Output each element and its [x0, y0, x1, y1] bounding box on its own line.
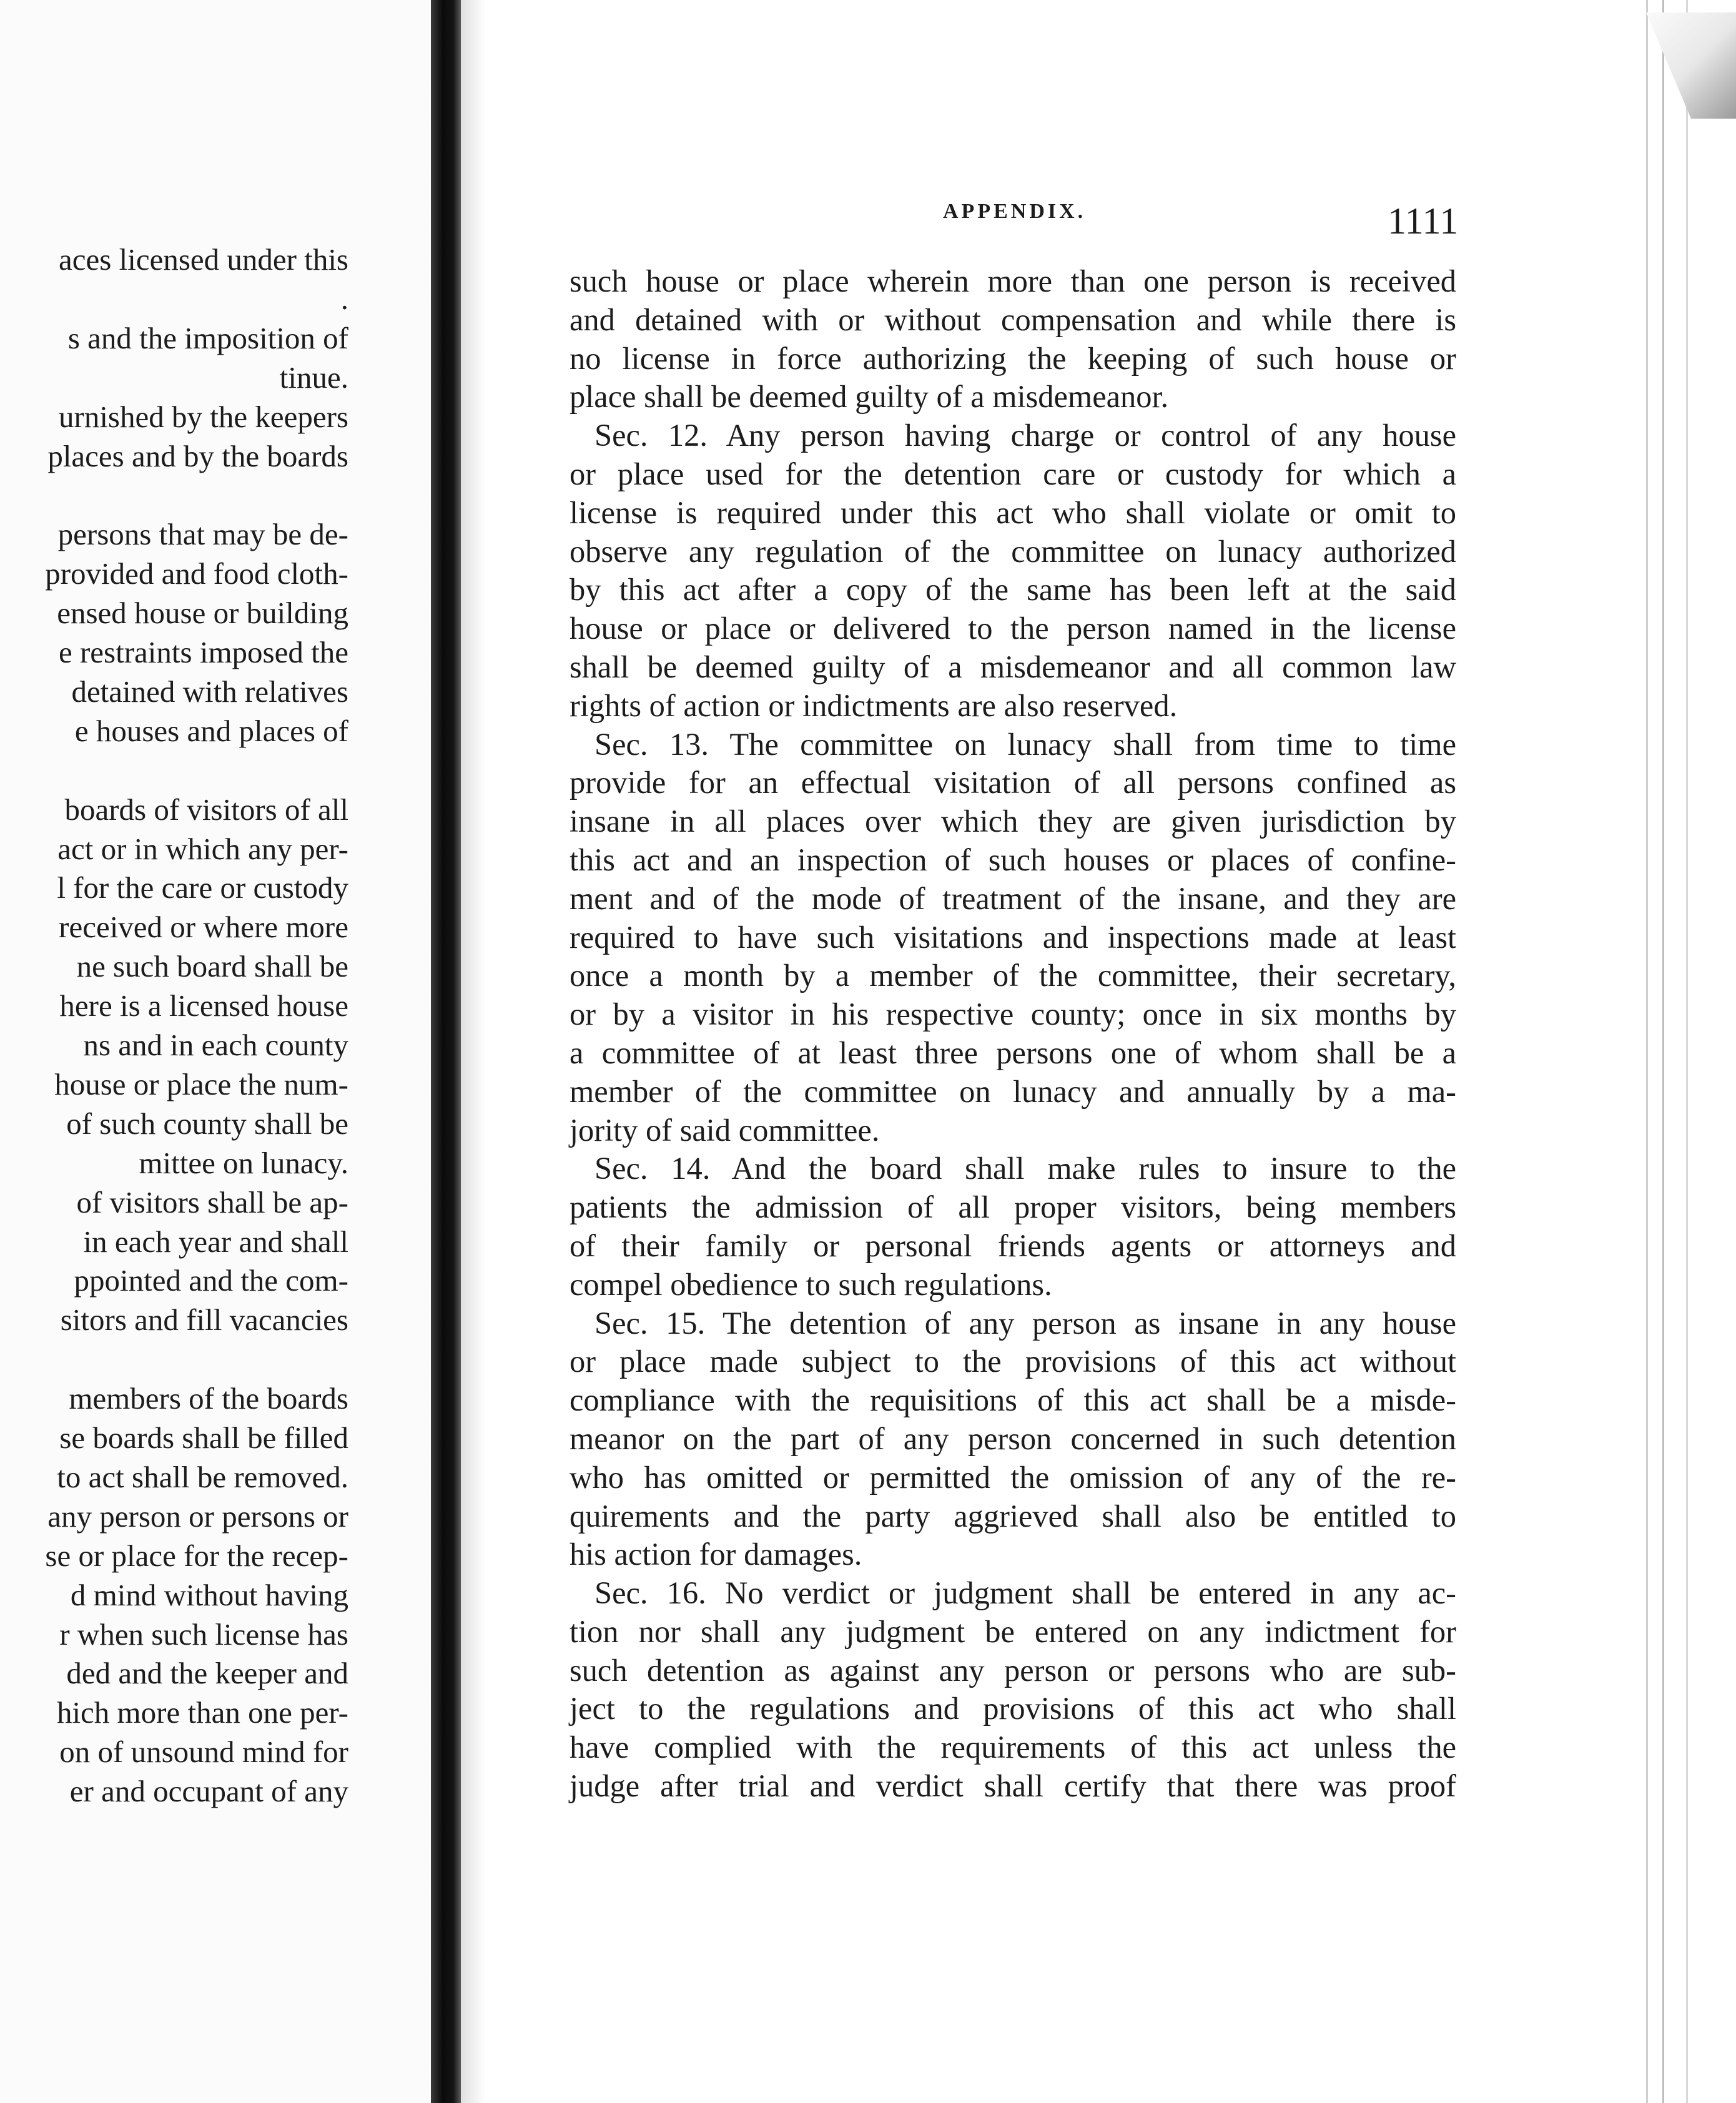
body-line: who has omitted or permitted the omission of any of the re-	[570, 1459, 1456, 1495]
body-line: tion nor shall any judgment be entered on any indictment for	[570, 1613, 1456, 1649]
left-page-line: boards of visitors of all	[64, 792, 348, 827]
left-page-line: sitors and fill vacancies	[60, 1303, 348, 1337]
section-first-line: Sec. 16. No verdict or judgment shall be entered in any ac-	[594, 1575, 1456, 1611]
section-first-line: Sec. 12. Any person having charge or control of any house	[594, 418, 1456, 453]
body-line: such house or place wherein more than one person is received	[570, 263, 1456, 298]
left-page-line: er and occupant of any	[69, 1774, 348, 1809]
body-line: ment and of the mode of treatment of the insane, and they are	[570, 880, 1456, 916]
left-page-line: se or place for the recep-	[45, 1538, 348, 1573]
left-page-line: places and by the boards	[47, 438, 348, 473]
left-page-line: members of the boards	[69, 1381, 348, 1416]
left-page-line: provided and food cloth-	[45, 556, 348, 591]
left-page-line: of visitors shall be ap-	[76, 1184, 348, 1219]
left-page-line: d mind without having	[70, 1577, 348, 1612]
gutter-shadow	[461, 0, 486, 2103]
body-line: have complied with the requirements of this act unless the	[570, 1730, 1456, 1765]
page-edge-line	[1686, 0, 1688, 2103]
left-page-line: mittee on lunacy.	[139, 1145, 348, 1180]
book-gutter	[431, 0, 461, 2103]
running-header: APPENDIX.	[943, 200, 1087, 223]
body-line: required to have such visitations and inspections made at least	[570, 919, 1456, 955]
left-page-fragment	[0, 0, 431, 2103]
page-edge-line	[1646, 0, 1648, 2103]
body-line: once a month by a member of the committee, their secretary,	[570, 958, 1456, 993]
body-line: of their family or personal friends agents or attorneys and	[570, 1228, 1456, 1263]
body-line: provide for an effectual visitation of all persons confined as	[570, 765, 1456, 800]
body-line: and detained with or without compensation and while there is	[570, 302, 1456, 337]
section-first-line: Sec. 13. The committee on lunacy shall from time to time	[594, 726, 1456, 762]
body-line: ject to the regulations and provisions of this act who shall	[570, 1691, 1456, 1726]
body-line: house or place or delivered to the person named in the license	[570, 611, 1456, 646]
page-number: 1111	[1388, 200, 1459, 242]
page-body-text	[570, 262, 1456, 1806]
left-page-line: s and the imposition of	[67, 320, 348, 355]
body-line: license is required under this act who shall violate or omit to	[570, 495, 1456, 530]
body-line: observe any regulation of the committee on lunacy authorized	[570, 533, 1456, 569]
left-page-line: ensed house or building	[57, 596, 348, 631]
left-page-line: of such county shall be	[66, 1106, 348, 1141]
left-page-line: se boards shall be filled	[59, 1421, 348, 1455]
left-page-line: ded and the keeper and	[66, 1656, 348, 1691]
left-page-line: .	[340, 281, 348, 316]
body-line: place shall be deemed guilty of a misdemeanor.	[570, 379, 1169, 415]
body-line: compel obedience to such regulations.	[570, 1266, 1052, 1302]
left-page-line: act or in which any per-	[57, 831, 348, 866]
left-page-line: r when such license has	[59, 1617, 348, 1652]
left-page-line: in each year and shall	[83, 1224, 348, 1259]
left-page-line: detained with relatives	[71, 674, 348, 709]
left-page-line: e houses and places of	[74, 713, 348, 748]
body-line: or by a visitor in his respective county; once in six months by	[570, 997, 1456, 1032]
left-page-line: house or place the num-	[54, 1066, 348, 1101]
left-page-line: ns and in each county	[83, 1028, 348, 1062]
left-page-line: persons that may be de-	[57, 517, 348, 552]
body-line: patients the admission of all proper visitors, being members	[570, 1189, 1456, 1225]
body-line: such detention as against any person or persons who are sub-	[570, 1652, 1456, 1688]
left-page-line: urnished by the keepers	[59, 399, 348, 434]
left-page-line: here is a licensed house	[59, 988, 348, 1023]
body-line: his action for damages.	[570, 1537, 862, 1572]
folded-page-corner	[1624, 12, 1736, 119]
body-line: or place made subject to the provisions of this act without	[570, 1344, 1456, 1379]
left-page-line: l for the care or custody	[57, 870, 348, 905]
left-page-line: aces licensed under this	[59, 242, 348, 277]
left-page-line: hich more than one per-	[56, 1695, 348, 1730]
section-first-line: Sec. 14. And the board shall make rules to insure to the	[594, 1151, 1456, 1186]
body-line: this act and an inspection of such houses or places of confine-	[570, 842, 1456, 877]
page-edge-line	[1662, 0, 1664, 2103]
body-line: a committee of at least three persons one of whom shall be a	[570, 1035, 1456, 1070]
body-line: jority of said committee.	[570, 1112, 880, 1148]
body-line: judge after trial and verdict shall certify that there was proof	[570, 1768, 1456, 1804]
body-line: quirements and the party aggrieved shall also be entitled to	[570, 1498, 1456, 1534]
section-first-line: Sec. 15. The detention of any person as insane in any house	[594, 1305, 1456, 1341]
body-line: or place used for the detention care or custody for which a	[570, 456, 1456, 491]
body-line: insane in all places over which they are given jurisdiction by	[570, 804, 1456, 839]
body-line: compliance with the requisitions of this act shall be a misde-	[570, 1382, 1456, 1418]
left-page-line: e restraints imposed the	[58, 635, 348, 669]
body-line: shall be deemed guilty of a misdemeanor and all common law	[570, 649, 1456, 684]
left-page-line: on of unsound mind for	[59, 1735, 348, 1770]
left-page-line: ne such board shall be	[76, 949, 348, 984]
left-page-line: tinue.	[279, 360, 348, 395]
left-page-line: received or where more	[59, 910, 348, 945]
left-page-line: ppointed and the com-	[74, 1263, 348, 1298]
body-line: member of the committee on lunacy and annually by a ma-	[570, 1073, 1456, 1109]
body-line: by this act after a copy of the same has been left at the said	[570, 572, 1456, 608]
body-line: rights of action or indictments are also reserved.	[570, 687, 1178, 723]
left-page-line: to act shall be removed.	[57, 1459, 348, 1494]
left-page-line: any person or persons or	[47, 1499, 348, 1534]
body-line: no license in force authorizing the keeping of such house or	[570, 340, 1456, 376]
body-line: meanor on the part of any person concerned in such detention	[570, 1421, 1456, 1456]
